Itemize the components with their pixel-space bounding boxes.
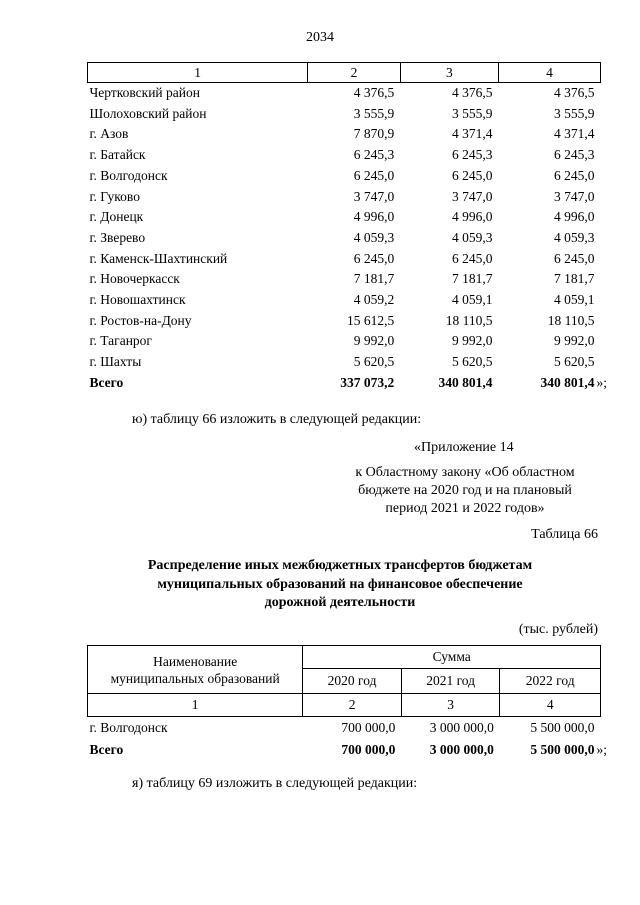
table-row: [88, 145, 601, 166]
table-header-row: [88, 63, 601, 83]
municipality-name: г. Батайск: [89, 147, 146, 163]
municipality-name: г. Волгодонск: [89, 167, 168, 183]
value-2021: 4 996,0: [451, 209, 493, 225]
value-2021: 5 620,5: [451, 354, 493, 370]
value-2020: 15 612,5: [346, 312, 395, 328]
column-number-1: 1: [88, 63, 308, 83]
municipality-name: г. Новошахтинск: [89, 292, 186, 308]
value-2021: 4 059,3: [451, 229, 493, 245]
total-row: [88, 739, 601, 761]
value-2020: 3 747,0: [353, 188, 395, 204]
appendix-reference-line: период 2021 и 2022 годов»: [385, 501, 545, 516]
table-row: [88, 207, 601, 228]
municipal-allocation-table: [87, 62, 608, 394]
column-number-2: 2: [308, 63, 400, 83]
table-row: [88, 352, 601, 373]
value-2021: 3 555,9: [451, 105, 493, 121]
table-title-line: муниципальных образований на финансовое обеспечение: [157, 576, 523, 592]
municipality-name: г. Таганрог: [89, 333, 152, 349]
table-row: [88, 166, 601, 187]
table-row: [88, 83, 601, 104]
value-2020: 6 245,0: [353, 167, 395, 183]
value-2020: 6 245,0: [353, 250, 395, 266]
table-row: [88, 311, 601, 332]
value-2022: 3 747,0: [554, 188, 595, 204]
header-municipality: [88, 646, 303, 694]
total-2021: 340 801,4: [438, 374, 493, 390]
value-2022: 4 996,0: [554, 209, 595, 225]
table-row: [88, 249, 601, 270]
value-2022: 4 376,5: [554, 85, 595, 100]
table-header-row: [88, 646, 601, 669]
value-2022: 4 059,3: [554, 229, 595, 245]
value-2021: 4 371,4: [451, 126, 493, 142]
value-2021: 18 110,5: [445, 312, 493, 328]
value-2020: 4 059,2: [353, 292, 395, 308]
table-row: [88, 124, 601, 145]
units-label: (тыс. рублей): [518, 622, 598, 637]
table-row: [88, 228, 601, 249]
amendment-paragraph-ya: я) таблицу 69 изложить в следующей редакции:: [132, 776, 418, 791]
value-2021: 6 245,0: [451, 167, 493, 183]
value-2021: 4 376,5: [451, 85, 493, 100]
table-title-line: дорожной деятельности: [264, 595, 416, 610]
total-label: Всего: [89, 742, 124, 757]
municipality-name: г. Азов: [89, 126, 129, 142]
value-2021: 4 059,1: [451, 292, 493, 308]
municipality-name: г. Шахты: [89, 354, 142, 370]
total-2022: 5 500 000,0: [530, 742, 595, 757]
total-2022-cell: [498, 373, 608, 394]
value-2021: 6 245,0: [451, 250, 493, 266]
value-2022: 9 992,0: [554, 333, 595, 349]
column-numbers-row: [88, 694, 601, 717]
total-label: Всего: [89, 374, 124, 390]
column-number-3: 3: [401, 694, 500, 717]
value-2021: 7 181,7: [451, 271, 493, 287]
value-2020: 7 870,9: [353, 126, 395, 142]
value-2022: 18 110,5: [547, 312, 595, 328]
table-row: [88, 104, 601, 125]
page-number: 2034: [306, 30, 334, 45]
total-2020: 700 000,0: [341, 742, 396, 757]
table-row: [88, 717, 601, 740]
table-row: [88, 269, 601, 290]
column-number-4: 4: [498, 63, 600, 83]
value-2020: 9 992,0: [353, 333, 395, 349]
value-2022: 5 620,5: [554, 354, 595, 370]
value-2022: 7 181,7: [554, 271, 595, 287]
municipality-name: г. Каменск-Шахтинский: [89, 250, 228, 266]
closing-quote: »;: [596, 374, 608, 390]
column-number-2: 2: [303, 694, 401, 717]
value-2020: 3 555,9: [353, 105, 395, 121]
value-2020: 700 000,0: [341, 720, 396, 735]
value-2022: 4 059,1: [554, 292, 595, 308]
value-2020: 7 181,7: [353, 271, 395, 287]
header-municipality-line: Наименование: [153, 653, 238, 669]
table-number: Таблица 66: [531, 527, 598, 542]
value-2021: 9 992,0: [451, 333, 493, 349]
value-2022: 3 555,9: [554, 105, 595, 121]
table-row: [88, 290, 601, 311]
value-2021: 3 000 000,0: [429, 720, 494, 735]
header-year-2022: 2022 год: [500, 669, 601, 694]
column-number-4: 4: [500, 694, 601, 717]
municipality-name: г. Гуково: [89, 188, 140, 204]
value-2022: 5 500 000,0: [530, 720, 595, 735]
appendix-reference-line: к Областному закону «Об областном: [355, 465, 575, 480]
column-number-3: 3: [400, 63, 498, 83]
total-2022: 340 801,4: [540, 374, 595, 390]
table-title-line: Распределение иных межбюджетных трансфертов бюджетам: [147, 558, 533, 573]
table-title: [110, 557, 570, 613]
value-2021: 3 747,0: [451, 188, 493, 204]
value-2022: 6 245,3: [554, 147, 595, 163]
closing-quote: »;: [596, 742, 608, 757]
value-2020: 4 376,5: [353, 85, 395, 100]
table-row: [88, 331, 601, 352]
column-number-1: 1: [88, 694, 303, 717]
header-municipality-line: муниципальных образований: [110, 670, 280, 686]
total-row: [88, 373, 601, 394]
municipality-name: г. Зверево: [89, 229, 146, 245]
value-2020: 6 245,3: [353, 147, 395, 163]
total-2022-cell: [500, 739, 608, 761]
road-transfers-table: [87, 645, 608, 761]
municipality-name: г. Волгодонск: [89, 720, 168, 735]
municipality-name: Чертковский район: [89, 85, 200, 100]
header-sum: Сумма: [303, 646, 601, 669]
municipality-name: г. Новочеркасск: [89, 271, 180, 287]
value-2021: 6 245,3: [451, 147, 493, 163]
amendment-paragraph-yu: ю) таблицу 66 изложить в следующей редакции:: [132, 412, 422, 427]
municipality-name: Шолоховский район: [89, 105, 207, 121]
appendix-reference-line: бюджете на 2020 год и на плановый: [358, 483, 572, 498]
value-2022: 6 245,0: [554, 167, 595, 183]
municipality-name: г. Донецк: [89, 209, 144, 225]
appendix-label: «Приложение 14: [414, 440, 514, 455]
value-2022: 4 371,4: [554, 126, 595, 142]
total-2021: 3 000 000,0: [429, 742, 494, 757]
appendix-reference: [330, 464, 600, 518]
total-2020: 337 073,2: [340, 374, 395, 390]
table-row: [88, 187, 601, 208]
value-2020: 4 996,0: [353, 209, 395, 225]
municipality-name: г. Ростов-на-Дону: [89, 312, 192, 328]
value-2020: 5 620,5: [353, 354, 395, 370]
value-2020: 4 059,3: [353, 229, 395, 245]
header-year-2020: 2020 год: [303, 669, 401, 694]
value-2022: 6 245,0: [554, 250, 595, 266]
header-year-2021: 2021 год: [401, 669, 500, 694]
